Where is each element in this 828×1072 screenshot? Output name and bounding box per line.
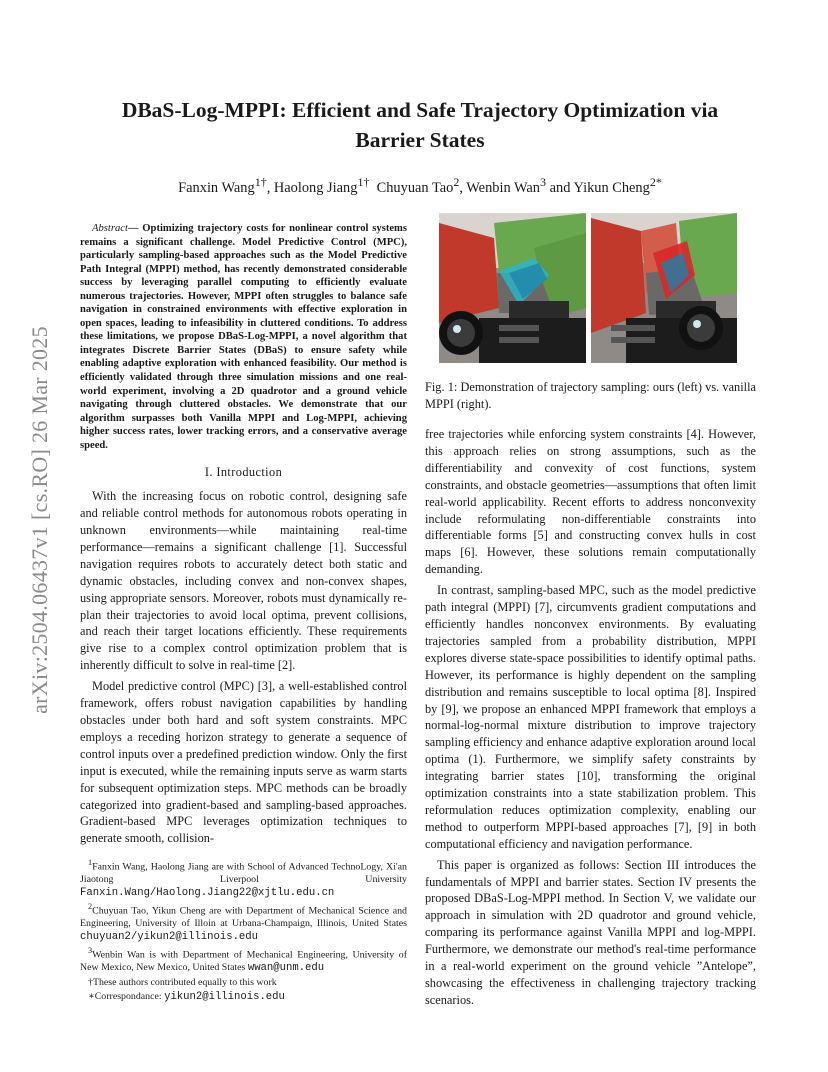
arxiv-id-text: arXiv:2504.06437v1 [cs.RO] 26 Mar 2025 — [27, 326, 52, 714]
figure-image-vanilla — [591, 213, 737, 363]
author-affiliation: 1† — [254, 175, 267, 189]
footnote-3-text: Wenbin Wan is with Department of Mechanical Engineering, University of New Mexico, New Mexico, United States — [80, 949, 407, 974]
arxiv-side-identifier — [20, 280, 60, 760]
left-column — [80, 222, 407, 1006]
author-separator — [369, 180, 376, 196]
figure-1 — [425, 209, 756, 363]
footnote-4: †These authors contributed equally to this work — [88, 976, 277, 988]
footnote-1-email[interactable]: Fanxin.Wang/Haolong.Jiang22@xjtlu.edu.cn — [80, 886, 335, 899]
author-affiliation: 2 — [453, 175, 460, 189]
author-name: Fanxin Wang — [178, 179, 255, 196]
footnotes — [80, 857, 407, 1004]
footnote-5-text: ∗Correspondance: — [88, 991, 165, 1003]
body-paragraph: With the increasing focus on robotic control, designing safe and reliable control methods for autonomous robots operating in unknown environments—while maintaining real-time performance—remains a significant challenge [1]. Successful navigation requires robots to accurately detect both static and dynamic obstacles, including convex and non-convex shapes, using appropriate sensors. Moreover, robots must dynamically re-plan their trajectories to avoid local optima, prevent collisions, and reach their target locations efficiently. These requirements give rise to a complex control optimization problem that is inherently difficult to solve in real-time [2]. — [80, 489, 407, 673]
footnote-2-text: Chuyuan Tao, Yikun Cheng are with Department of Mechanical Science and Engineering, University of Illoin at Urbana-Champaign, Illinois, United States — [80, 905, 407, 930]
section-heading-introduction: I. Introduction — [204, 465, 283, 480]
footnote-5-email[interactable]: yikun2@illinois.edu — [164, 991, 285, 1004]
footnote-5 — [80, 991, 407, 1004]
author-separator: and — [546, 179, 574, 196]
scene-ours-illustration — [439, 213, 586, 363]
footnote-3: $^3$Wenbin Wan is with Department of Mechanical Engineering, University of New Mexico, New Mexico, United States wwan@unm.edu — [80, 946, 407, 975]
author-name: Haolong Jiang — [273, 179, 358, 196]
body-paragraph: free trajectories while enforcing system constraints [4]. However, this approach relies on strong assumptions, such as the differentiability and convexity of cost functions, system constraints, and obstacle geometries—assumptions that often limit real-world applicability. Recent efforts to address nonconvexity include reformulating non-differentiable constraints into differentiable forms [5] and constructing convex hulls in cost maps [6]. However, these solutions remain computationally demanding. — [425, 427, 756, 577]
author-name: Yikun Cheng — [573, 179, 650, 196]
figure-caption: Fig. 1: Demonstration of trajectory sampling: ours (left) vs. vanilla MPPI (right). — [425, 380, 756, 411]
body-paragraph: In contrast, sampling-based MPC, such as the model predictive path integral (MPPI) [7], circumvents gradient computations and efficiently handles nonconvex environments. By evaluating trajectories sampled from a probability distribution, MPPI explores diverse state-space possibilities to identify optimal paths. However, its performance is highly dependent on the sampling distribution and remains susceptible to local optima [8]. Inspired by [9], we propose an enhanced MPPI framework that employs a normal-log-normal mixture distribution to improve trajectory sampling efficiency and enhance adaptive exploration around local optima (1). Furthermore, we simplify safety constraints by integrating barrier states [10], transforming the original optimization constraints into a state stabilization problem. This reformulation reduces optimization complexity, enabling our method to outperform MPPI-based approaches [7], [9] in both computational efficiency and navigation performance. — [425, 583, 756, 851]
author-name: Chuyuan Tao — [376, 179, 454, 196]
body-paragraph: This paper is organized as follows: Section III introduces the fundamentals of MPPI and barrier states. Section IV presents the proposed DBaS-Log-MPPI method. In Section V, we validate our approach in simulation with 2D quadrotor and ground vehicle, comparing its performance against Vanilla MPPI and log-MPPI. Furthermore, we demonstrate our method's real-time performance in a real-world experiment on the ground vehicle ”Antelope”, showcasing the effectiveness in challenging trajectory tracking scenarios. — [425, 857, 756, 1007]
title-line-1: DBaS-Log-MPPI: Efficient and Safe Trajectory Optimization via — [121, 98, 719, 122]
right-column — [425, 209, 756, 1013]
author-name: Wenbin Wan — [466, 179, 541, 196]
footnote-1: $^1$Fanxin Wang, Haolong Jiang are with School of Advanced TechnoLogy, Xi'an Jiaotong Liverpool University Fanxin.Wang/Haolong.Jiang22@xjtlu.edu.cn — [80, 858, 407, 899]
footnote-2: $^2$Chuyuan Tao, Yikun Cheng are with Department of Mechanical Science and Engineering, University of Illoin at Urbana-Champaign, Illinois, United States chuyuan2/yikun2@illinois.edu — [80, 902, 407, 943]
paper-title — [90, 95, 750, 155]
scene-vanilla-illustration — [591, 213, 737, 363]
author-separator: , — [266, 179, 274, 196]
body-paragraph: Model predictive control (MPC) [3], a well-established control framework, offers robust navigation capabilities by handling obstacles under both hard and soft system constraints. MPC employs a receding horizon strategy to generate a sequence of control inputs over a predefined prediction window. Only the first input is executed, while the remaining inputs serve as warm starts for subsequent optimization steps. MPC methods can be broadly categorized into gradient-based and sampling-based approaches. Gradient-based MPC leverages optimization techniques to generate smooth, collision- — [80, 679, 407, 846]
author-affiliation: 1† — [357, 175, 370, 189]
footnote-2-email[interactable]: chuyuan2/yikun2@illinois.edu — [80, 930, 259, 943]
footnote-3-email[interactable]: wwan@unm.edu — [247, 962, 325, 975]
footnote-1-text: Fanxin Wang, Haolong Jiang are with School of Advanced TechnoLogy, Xi'an Jiaotong Liverpool University — [80, 861, 407, 886]
author-affiliation: 2* — [649, 175, 662, 189]
author-affiliation: 3 — [540, 175, 547, 189]
abstract — [80, 222, 407, 452]
author-list — [90, 173, 750, 197]
figure-image-ours — [439, 213, 586, 363]
abstract-label: Abstract — [92, 223, 128, 234]
abstract-text: — Optimizing trajectory costs for nonlinear control systems remains a significant challenge. Model Predictive Control (MPC), particularly sampling-based approaches such as the Model Predictive Path Integral (MPPI) method, has recently demonstrated considerable success by leveraging parallel computing to efficiently evaluate numerous trajectories. However, MPPI often struggles to balance safe navigation in constrained environments with effective exploration in open spaces, leading to infeasibility in cluttered conditions. To address these limitations, we propose DBaS-Log-MPPI, a novel algorithm that integrates Discrete Barrier States (DBaS) to ensure safety while enabling adaptive exploration with enhanced feasibility. Our method is efficiently validated through three simulation missions and one real-world experiment, involving a 2D quadrotor and a ground vehicle navigating through cluttered obstacles. We demonstrate that our algorithm surpasses both Vanilla MPPI and Log-MPPI, achieving higher success rates, lower tracking errors, and a conservative average speed. — [80, 223, 407, 451]
title-line-2: Barrier States — [355, 128, 485, 152]
author-separator: , — [459, 179, 467, 196]
